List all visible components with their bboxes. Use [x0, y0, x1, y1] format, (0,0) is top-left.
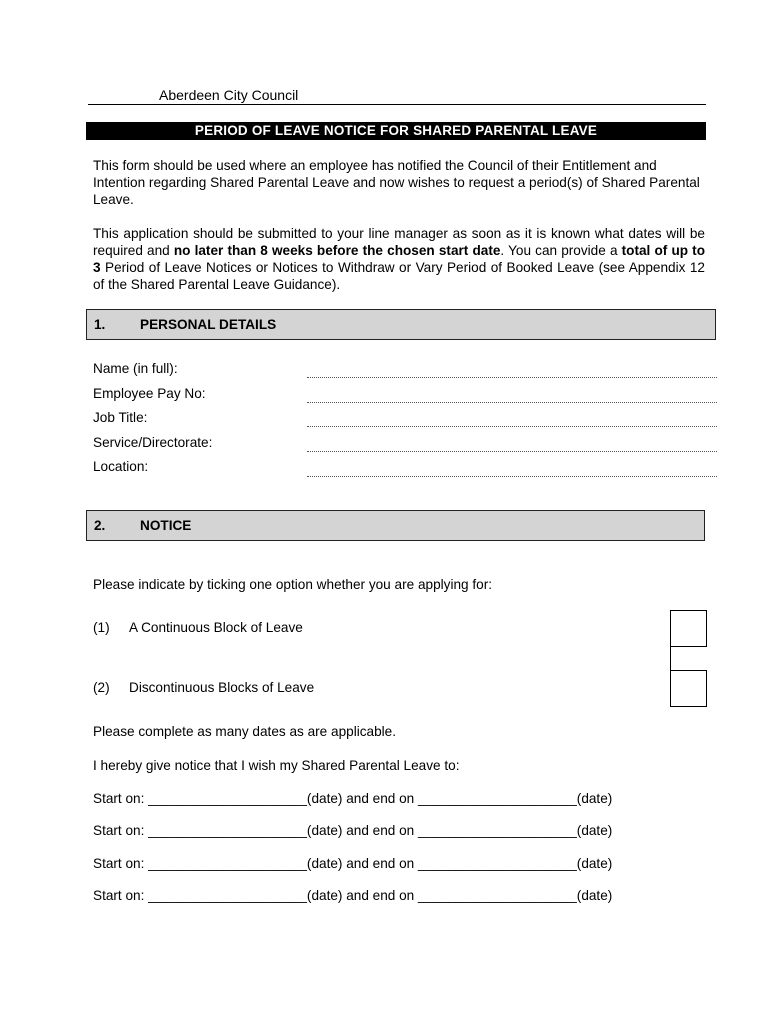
- checkbox-connector: [670, 646, 671, 671]
- notice-text: I hereby give notice that I wish my Shared Parental Leave to:: [93, 758, 460, 773]
- option-2-number: (2): [93, 680, 110, 695]
- complete-dates-text: Please complete as many dates as are applicable.: [93, 724, 397, 739]
- section-title: NOTICE: [140, 518, 192, 533]
- option-2-checkbox[interactable]: [670, 670, 707, 707]
- date-row[interactable]: Start on: _____________________(date) and end on _____________________(date): [93, 791, 613, 806]
- name-label: Name (in full):: [93, 361, 178, 376]
- service-field[interactable]: [307, 451, 717, 452]
- section-personal-details: [86, 309, 716, 340]
- deadline-emphasis: no later than 8 weeks before the chosen start date: [173, 243, 501, 258]
- service-label: Service/Directorate:: [93, 435, 213, 450]
- limit-emphasis: total of up to 3: [93, 243, 706, 275]
- pay-no-field[interactable]: [307, 402, 717, 403]
- date-row[interactable]: Start on: _____________________(date) and end on _____________________(date): [93, 888, 613, 903]
- section-title: PERSONAL DETAILS: [140, 317, 277, 332]
- location-field[interactable]: [307, 476, 717, 477]
- name-field[interactable]: [307, 377, 717, 378]
- section-notice: [86, 510, 705, 541]
- option-2-label: Discontinuous Blocks of Leave: [129, 680, 315, 695]
- section-number: 2.: [94, 518, 106, 533]
- section-number: 1.: [94, 317, 106, 332]
- option-1-checkbox[interactable]: [670, 610, 707, 647]
- date-row[interactable]: Start on: _____________________(date) and end on _____________________(date): [93, 856, 613, 871]
- intro-text-c: . You can provide a: [500, 243, 622, 258]
- header-rule: [88, 104, 706, 105]
- intro-paragraph-2: [93, 225, 705, 293]
- intro-text-a: This application should be submitted to your line manager as soon as it is known what dates will be required and: [93, 226, 705, 258]
- tick-instruction: Please indicate by ticking one option whether you are applying for:: [93, 577, 492, 592]
- intro-text-e: Period of Leave Notices or Notices to Withdraw or Vary Period of Booked Leave (see Appendix 12 of the Shared Parental Leave Guidance).: [93, 260, 705, 292]
- form-title: PERIOD OF LEAVE NOTICE FOR SHARED PARENTAL LEAVE: [86, 122, 706, 140]
- date-row[interactable]: Start on: _____________________(date) and end on _____________________(date): [93, 823, 613, 838]
- job-title-label: Job Title:: [93, 410, 148, 425]
- location-label: Location:: [93, 459, 149, 474]
- option-1-number: (1): [93, 620, 110, 635]
- pay-no-label: Employee Pay No:: [93, 386, 206, 401]
- organisation-name: Aberdeen City Council: [159, 87, 299, 103]
- job-title-field[interactable]: [307, 426, 717, 427]
- option-1-label: A Continuous Block of Leave: [129, 620, 303, 635]
- intro-paragraph-1: This form should be used where an employee has notified the Council of their Entitlement and Intention regarding Shared Parental Leave and now wishes to request a period(s) of Shared Parental Leave.: [93, 158, 700, 207]
